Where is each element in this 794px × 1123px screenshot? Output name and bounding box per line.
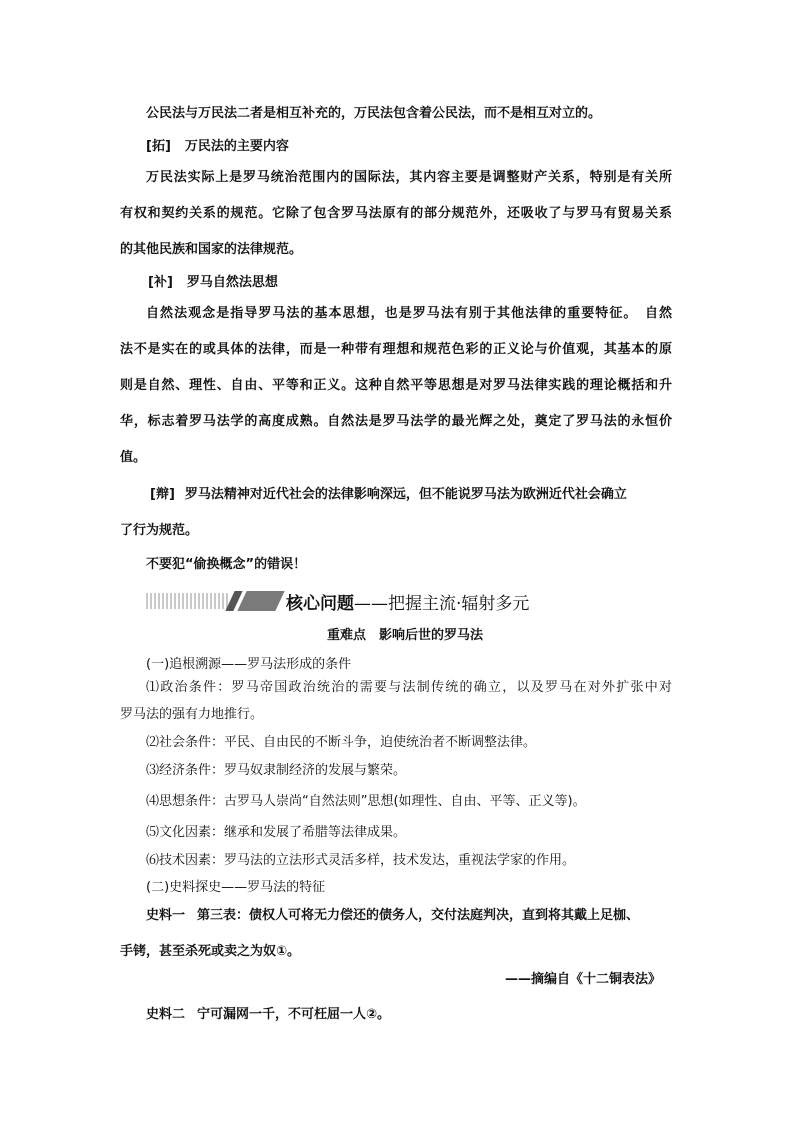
paragraph-wanmin-l3: 的其他民族和国家的法律规范。 [120,242,303,257]
tuo-heading [146,135,289,154]
source-1-l2: 手铐，甚至杀死或卖之为奴①。 [120,944,301,959]
subsection-1-title: (一)追根溯源——罗马法形成的条件 [146,657,352,672]
paragraph-ziran-l2: 法不是实在的或具体的法律，而是一种带有理想和规范色彩的正义论与价值观，其基本的原 [120,342,672,357]
bu-heading [148,271,278,290]
source-1-l1 [146,904,672,923]
bian-paragraph-l2: 了行为规范。 [120,523,199,538]
bu-title: 罗马自然法思想 [186,275,278,290]
subsection-2-title: (二)史料探史——罗马法的特征 [146,880,326,895]
condition-economic: ⑶经济条件：罗马奴隶制经济的发展与繁荣。 [146,763,407,778]
source-1-text: 第三表：债权人可将无力偿还的债务人，交付法庭判决，直到将其戴上足枷、 [197,908,640,923]
core-question-banner [146,589,566,613]
condition-political-l1: ⑴政治条件：罗马帝国政治统治的需要与法制传统的确立，以及罗马在对外扩张中对 [146,680,672,695]
paragraph-ziran-l3: 则是自然、理性、自由、平等和正义。这种自然平等思想是对罗马法律实践的理论概括和升 [120,378,672,393]
source-1-tag: 史料一 [146,908,186,923]
paragraph-ziran-l1: 自然法观念是指导罗马法的基本思想，也是罗马法有别于其他法律的重要特征。 自然 [146,306,672,321]
source-2-text: 宁可漏网一千，不可枉屈一人②。 [197,1007,391,1022]
section-heading: 重难点 影响后世的罗马法 [327,628,484,643]
condition-political-l2: 罗马法的强有力地推行。 [120,707,264,722]
bian-text: 罗马法精神对近代社会的法律影响深远，但不能说罗马法为欧洲近代社会确立 [184,487,627,502]
warning-note: 不要犯“偷换概念”的错误！ [146,557,307,572]
bian-paragraph-l1 [150,483,672,502]
source-2 [146,1003,390,1022]
condition-cultural: ⑸文化因素：继承和发展了希腊等法律成果。 [146,825,407,840]
condition-social: ⑵社会条件：平民、自由民的不断斗争，迫使统治者不断调整法律。 [146,735,537,750]
paragraph-wanmin-l2: 有权和契约关系的规范。它除了包含罗马法原有的部分规范外，还吸收了与罗马有贸易关系 [120,206,672,221]
banner-subtitle: ——把握主流·辐射多元 [354,594,530,614]
banner-stripe-decoration [146,593,228,609]
paragraph-wanmin-l1: 万民法实际上是罗马统治范围内的国际法，其内容主要是调整财产关系，特别是有关所 [146,170,672,185]
banner-title [286,589,529,614]
paragraph-complement: 公民法与万民法二者是相互补充的，万民法包含着公民法，而不是相互对立的。 [146,106,602,121]
banner-block-decoration [237,591,284,611]
banner-title-main: 核心问题 [286,594,354,614]
condition-ideological: ⑷思想条件：古罗马人崇尚“自然法则”思想(如理性、自由、平等、正义等)。 [146,794,586,809]
bian-tag: [辩] [150,487,175,502]
condition-technical: ⑹技术因素：罗马法的立法形式灵活多样，技术发达，重视法学家的作用。 [146,853,576,868]
bu-tag: [补] [148,275,173,290]
paragraph-ziran-l5: 值。 [120,450,147,465]
source-1-citation: ——摘编自《十二铜表法》 [505,972,662,987]
tuo-tag: [拓] [146,139,171,154]
tuo-title: 万民法的主要内容 [184,139,289,154]
paragraph-ziran-l4: 华，标志着罗马法学的高度成熟。自然法是罗马法学的最光辉之处，奠定了罗马法的永恒价 [120,414,672,429]
source-2-tag: 史料二 [146,1007,186,1022]
